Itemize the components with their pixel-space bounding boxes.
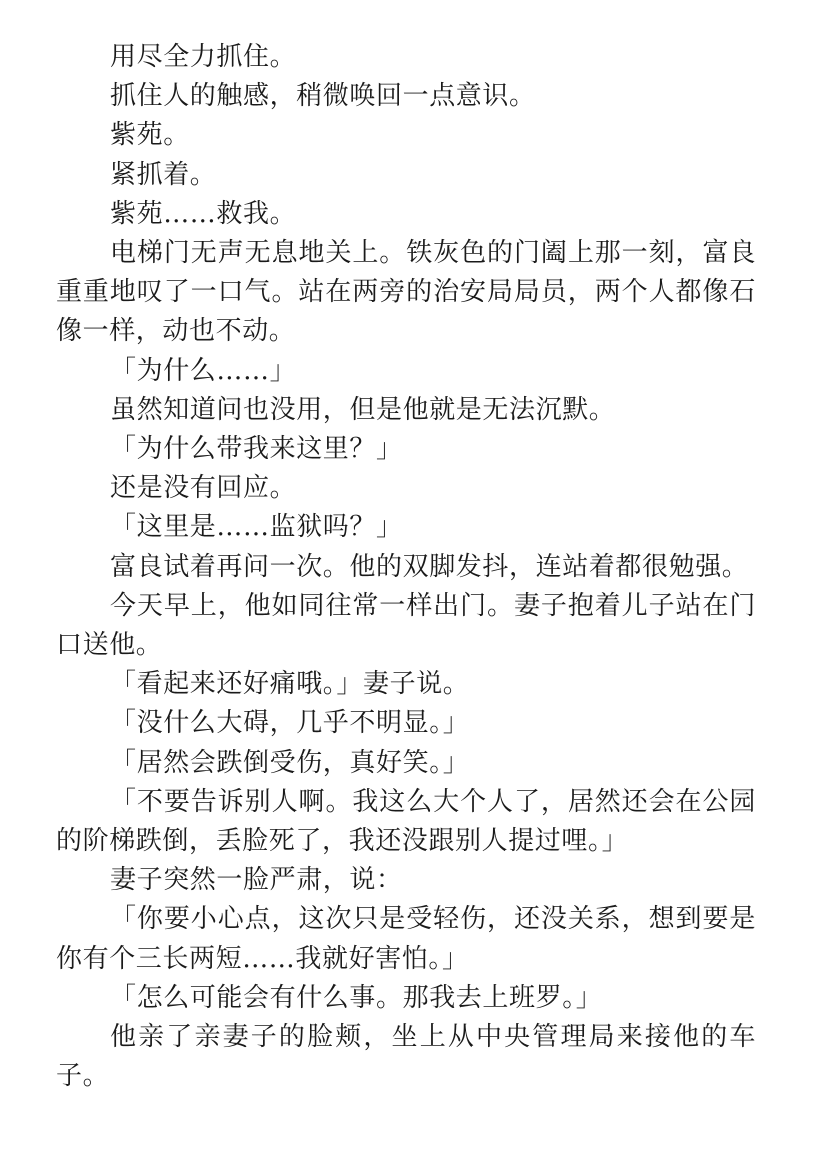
paragraph: 「不要告诉别人啊。我这么大个人了，居然还会在公园的阶梯跌倒，丢脸死了，我还没跟别人提过哩。」 (56, 786, 756, 857)
body-text (56, 38, 756, 1096)
paragraph: 「为什么……」 (110, 355, 297, 386)
paragraph: 「没什么大碍，几乎不明显。」 (110, 708, 470, 739)
paragraph: 妻子突然一脸严肃，说： (110, 865, 403, 896)
paragraph: 「怎么可能会有什么事。那我去上班罗。」 (110, 982, 603, 1013)
paragraph: 「你要小心点，这次只是受轻伤，还没关系，想到要是你有个三长两短……我就好害怕。」 (56, 904, 756, 974)
paragraph: 紫苑……救我。 (110, 198, 297, 229)
paragraph: 富良试着再问一次。他的双脚发抖，连站着都很勉强。 (110, 551, 749, 582)
paragraph: 电梯门无声无息地关上。铁灰色的门阖上那一刻，富良重重地叹了一口气。站在两旁的治安局局员，两个人都像石像一样，动也不动。 (56, 238, 756, 347)
paragraph: 还是没有回应。 (110, 473, 297, 504)
paragraph: 虽然知道问也没用，但是他就是无法沉默。 (110, 394, 616, 425)
paragraph: 他亲了亲妻子的脸颊，坐上从中央管理局来接他的车子。 (56, 1022, 756, 1092)
paragraph: 紧抓着。 (110, 159, 217, 190)
paragraph: 用尽全力抓住。 (110, 42, 297, 72)
paragraph: 今天早上，他如同往常一样出门。妻子抱着儿子站在门口送他。 (56, 590, 756, 661)
paragraph: 「为什么带我来这里？」 (110, 434, 403, 465)
paragraph: 「居然会跌倒受伤，真好笑。」 (110, 747, 470, 778)
paragraph: 「看起来还好痛哦。」妻子说。 (110, 669, 470, 700)
paragraph: 紫苑。 (110, 120, 190, 151)
paragraph: 抓住人的触感，稍微唤回一点意识。 (110, 81, 536, 112)
paragraph: 「这里是……监狱吗？」 (110, 512, 403, 543)
